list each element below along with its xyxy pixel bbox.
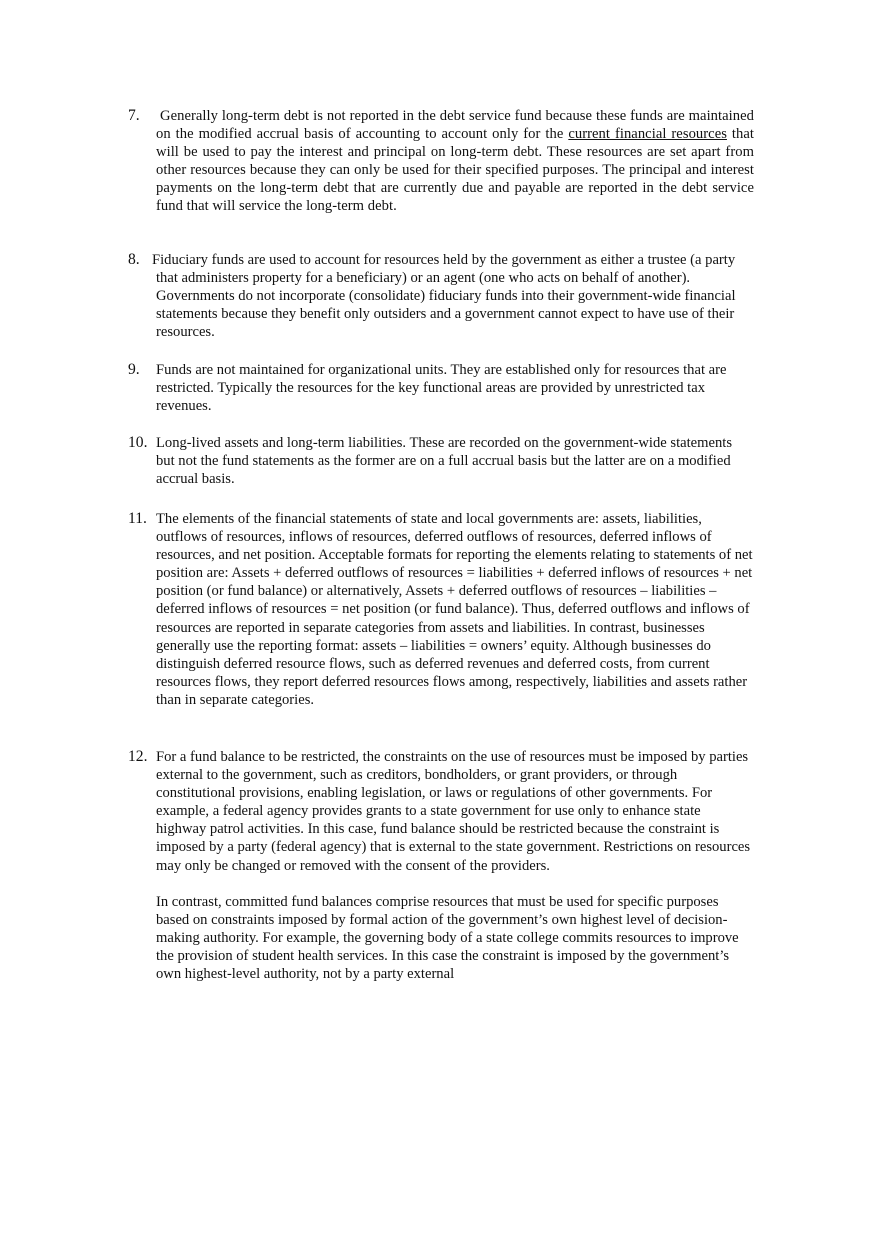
item-text: Long-lived assets and long-term liabilities. These are recorded on the government-wide statements but not the fund statements as the former are on a full accrual basis but the latter are on a modified accrual basis. bbox=[156, 435, 733, 488]
answer-item-7 bbox=[128, 107, 754, 216]
item-number: 10. bbox=[128, 434, 148, 451]
text-segment: that will be used to pay the interest and principal on long-term debt. These resources are set apart from other resources because they can only be used for their specified purposes. The principal and interest payments on the long-term debt that are currently due and payable are reported in the debt service fund that will service the long-term debt. bbox=[156, 126, 755, 215]
item-text bbox=[156, 107, 754, 216]
answer-item-10 bbox=[128, 434, 754, 488]
underlined-term: current financial resources bbox=[568, 126, 727, 143]
item-number: 11. bbox=[128, 510, 147, 527]
item-number: 9. bbox=[128, 361, 140, 378]
item-number: 7. bbox=[128, 107, 140, 124]
answer-item-11 bbox=[128, 510, 754, 709]
item-text: The elements of the financial statements of state and local governments are: assets, liabilities, outflows of resources, inflows of resources, deferred outflows of resources, deferred inflows of resources, and net position. Acceptable formats for reporting the elements relating to statements of net position are: Assets + deferred outflows of resources = liabilities + deferred inflows of resources + net position (or fund balance) or alternatively, Assets + deferred outflows of resources – liabilities – deferred inflows of resources = net position (or fund balance). Thus, deferred outflows and inflows of resources are reported in separate categories from assets and liabilities. In contrast, businesses generally use the reporting format: assets – liabilities = owners’ equity. Although businesses do distinguish deferred resource flows, such as deferred revenues and deferred costs, from current resources flows, they report deferred resources flows among, respectively, liabilities and assets rather than in separate categories. bbox=[156, 511, 753, 708]
answer-item-9 bbox=[128, 361, 754, 415]
item-text: Funds are not maintained for organizational units. They are established only for resources that are restricted. Typically the resources for the key functional areas are provided by unrestricted tax revenues. bbox=[156, 362, 727, 415]
item-text-continued: In contrast, committed fund balances comprise resources that must be used for specific purposes based on constraints imposed by formal action of the government’s own highest level of decision-making authority. For example, the governing body of a state college commits resources to improve the provision of student health services. In this case the constraint is imposed by the government’s own highest-level authority, not by a party external bbox=[156, 893, 739, 983]
answer-item-12 bbox=[128, 748, 754, 983]
answer-item-8 bbox=[128, 251, 754, 341]
text-segment: Generally long-term debt is not reported in the debt service fund because these funds are maintained on the modified accrual basis of accounting to account only for the bbox=[156, 108, 754, 143]
item-number: 8. bbox=[128, 251, 140, 268]
item-text: For a fund balance to be restricted, the constraints on the use of resources must be imposed by parties external to the government, such as creditors, bondholders, or grant providers, or through constitutional provisions, enabling legislation, or laws or regulations of other governments. For example, a federal agency provides grants to a state government for use only to enhance state highway patrol activities. In this case, fund balance should be restricted because the constraint is imposed by a party (federal agency) that is external to the state government. Restrictions on resources may only be changed or removed with the consent of the providers. bbox=[156, 749, 751, 874]
item-text: Fiduciary funds are used to account for resources held by the government as either a trustee (a party that administers property for a beneficiary) or an agent (one who acts on behalf of another). Governments do not incorporate (consolidate) fiduciary funds into their government-wide financial statements because they benefit only outsiders and a government cannot expect to have use of their resources. bbox=[152, 252, 736, 341]
item-number: 12. bbox=[128, 748, 148, 765]
